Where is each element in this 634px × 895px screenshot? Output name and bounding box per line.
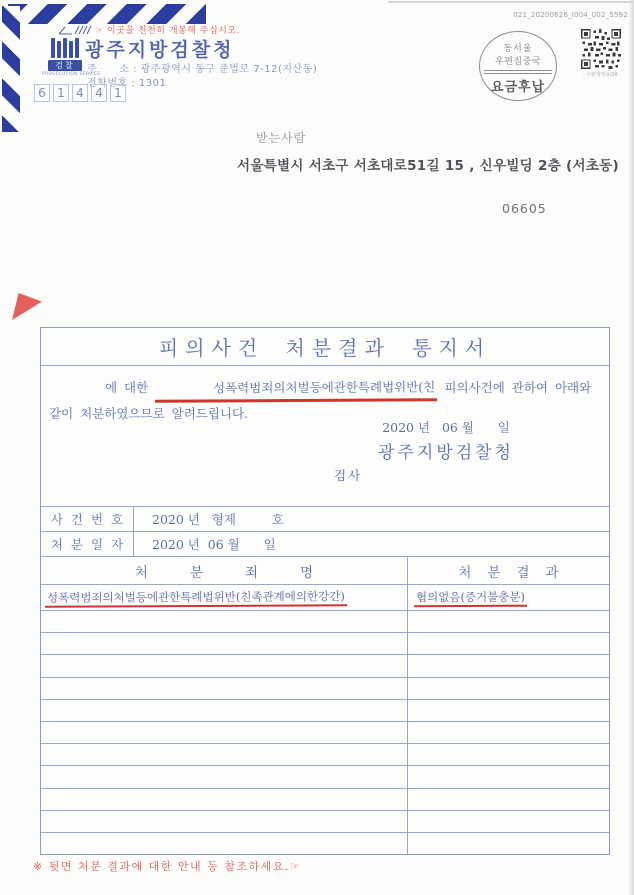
charge-cell-empty xyxy=(41,833,408,854)
table-empty-rows xyxy=(41,610,609,854)
charge-cell-empty xyxy=(41,700,408,721)
charge-cell-empty xyxy=(41,789,408,810)
qr-caption: - 우편제작용QR - xyxy=(582,72,622,78)
case-number-label: 사건번호 xyxy=(41,507,134,531)
envelope-stripe-band-top xyxy=(8,4,206,24)
result-cell-empty xyxy=(408,633,609,654)
qr-code-icon xyxy=(581,29,621,69)
sender-address: 주 소 : 광주광역시 동구 준법로 7-12(지산동) xyxy=(87,64,318,75)
scan-edge-shadow xyxy=(628,0,634,895)
form-title: 피의사건 처분결과 통지서 xyxy=(41,328,609,366)
case-number-value: 2020 년 형제 호 xyxy=(152,512,284,527)
result-cell-empty xyxy=(408,744,609,765)
result-cell-empty xyxy=(408,766,609,787)
result-column-header: 처분결과 xyxy=(458,564,575,581)
result-text: 혐의없음(증거불충분) xyxy=(414,588,527,607)
table-row-empty xyxy=(41,765,609,787)
logo-bars-icon xyxy=(42,38,88,58)
case-number-row xyxy=(41,506,609,531)
table-row-empty xyxy=(41,699,609,721)
recipient-address: 서울특별시 서초구 서초대로51길 15 , 신우빌딩 2층 (서초동) xyxy=(237,158,619,174)
table-row-empty xyxy=(41,677,609,699)
recipient-postal-code: 06605 xyxy=(502,201,547,216)
table-data-row xyxy=(41,584,609,610)
body-prefix: 에 대한 xyxy=(105,380,149,395)
charge-cell-empty xyxy=(41,722,408,743)
postal-digit: 1 xyxy=(53,84,69,102)
charge-cell-empty xyxy=(41,655,408,676)
recipient-label: 받는사람 xyxy=(256,131,307,145)
logo-subtext: PROSECUTION SERVICE xyxy=(42,72,101,77)
sender-office-name: 광주지방검찰청 xyxy=(85,39,235,61)
charge-cell-empty xyxy=(41,678,408,699)
form-office-name: 광주지방검찰청 xyxy=(378,443,514,463)
tear-open-arrow-icon xyxy=(58,24,92,36)
body-charge-underlined: 성폭력범죄의처벌등에관한특례법위반(친 xyxy=(155,375,437,402)
postal-digit: 4 xyxy=(72,84,88,102)
sender-postal-code-boxes xyxy=(34,84,126,102)
postmark-divider xyxy=(484,70,552,74)
prosecution-service-logo xyxy=(42,38,101,77)
envelope-stripe-band-left xyxy=(2,6,20,132)
table-row-empty xyxy=(41,610,609,632)
postmark-line2: 우편집중국 xyxy=(495,57,541,67)
postal-digit: 4 xyxy=(91,84,107,102)
form-date: 2020 년 06 월 일 xyxy=(382,420,510,435)
charge-cell-empty xyxy=(41,811,408,832)
sender-phone: 전화번호 : 1301 xyxy=(87,78,167,89)
table-row-empty xyxy=(41,832,609,854)
charge-text: 성폭력범죄의처벌등에관한특례법위반(친족관계에의한강간) xyxy=(45,588,347,608)
disposition-notice-form xyxy=(40,327,610,855)
postal-digit: 1 xyxy=(110,84,126,102)
disposition-date-value: 2020 년 06 월 일 xyxy=(152,537,276,552)
table-header-row xyxy=(41,556,609,584)
postmark-line1: 동서울 xyxy=(503,44,533,54)
scan-file-code: 021_20200626_I004_002_5592 xyxy=(513,11,628,19)
prosecutor-label: 검사 xyxy=(334,468,363,483)
postmark-stamp xyxy=(479,31,557,101)
charge-column-header: 처분죄명 xyxy=(41,557,408,584)
result-cell-empty xyxy=(408,678,609,699)
disposition-date-label: 처분일자 xyxy=(41,532,134,556)
result-cell-empty xyxy=(408,655,609,676)
postal-digit: 6 xyxy=(34,84,50,102)
table-row-empty xyxy=(41,788,609,810)
charge-cell-empty xyxy=(41,633,408,654)
red-fold-marker xyxy=(12,293,42,320)
back-page-footnote: ※ 뒷면 처분 결과에 대한 안내 등 참조하세요.☞ xyxy=(33,860,302,873)
form-body-section xyxy=(41,366,609,506)
result-cell-empty xyxy=(408,722,609,743)
logo-badge: 검찰 xyxy=(48,60,82,71)
open-instruction-text: ☞ 이곳을 천천히 개봉해 주십시오. xyxy=(95,26,240,36)
result-cell-empty xyxy=(408,789,609,810)
result-cell-empty xyxy=(408,611,609,632)
result-cell-empty xyxy=(408,811,609,832)
table-row-empty xyxy=(41,810,609,832)
date-office-block xyxy=(371,418,521,463)
scan-edge-line xyxy=(388,1,634,3)
result-cell-empty xyxy=(408,833,609,854)
disposition-date-row xyxy=(41,531,609,556)
charge-cell-empty xyxy=(41,766,408,787)
body-suffix: 피의사건에 관하여 아래와 xyxy=(444,380,592,395)
table-row-empty xyxy=(41,632,609,654)
table-row-empty xyxy=(41,654,609,676)
table-row-empty xyxy=(41,743,609,765)
charge-cell xyxy=(41,585,408,610)
table-row-empty xyxy=(41,721,609,743)
body-line2: 같이 처분하였으므로 알려드립니다. xyxy=(49,406,249,421)
charge-cell-empty xyxy=(41,744,408,765)
result-cell xyxy=(408,585,609,610)
charge-cell-empty xyxy=(41,611,408,632)
postmark-line3: 요금후납 xyxy=(490,80,546,95)
result-cell-empty xyxy=(408,700,609,721)
